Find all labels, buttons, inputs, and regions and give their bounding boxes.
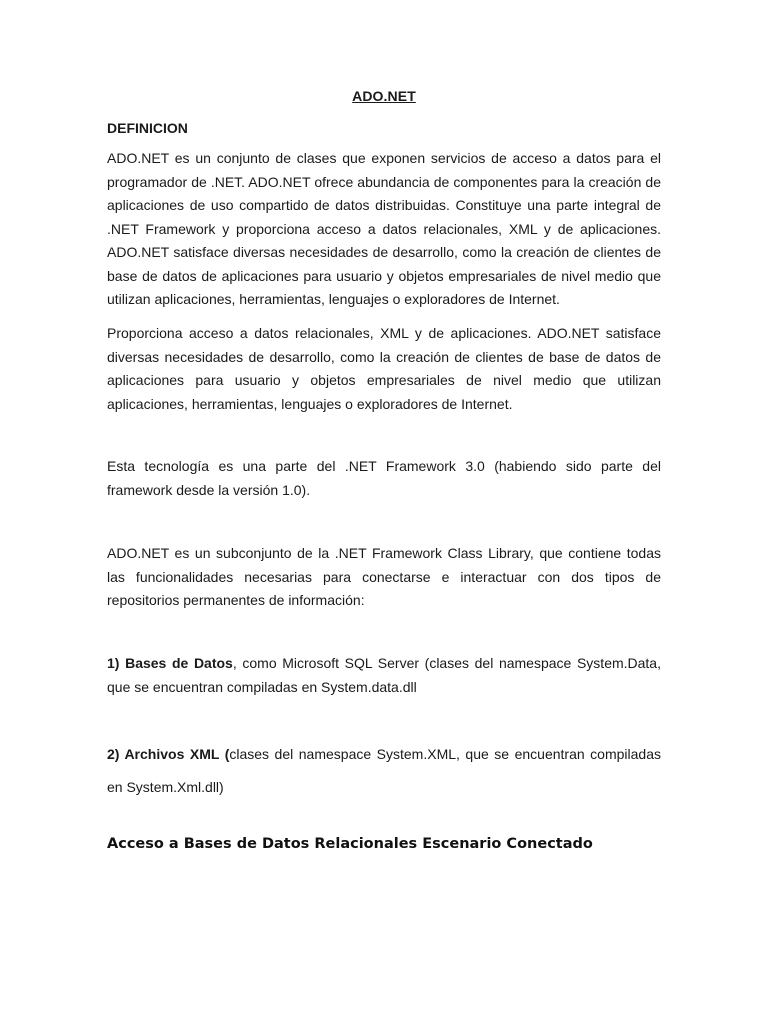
paragraph-class-library: ADO.NET es un subconjunto de la .NET Framework Class Library, que contiene todas las funcionalidades necesarias para conectarse e interactuar con dos tipos de repositorios permanentes de información: <box>107 545 661 608</box>
list-item-databases-label: 1) Bases de Datos <box>107 655 233 671</box>
paragraph-access: Proporciona acceso a datos relacionales, XML y de aplicaciones. ADO.NET satisface diversas necesidades de desarrollo, como la creación de clientes de base de datos de aplicaciones para usuario y objetos empresariales de nivel medio que utilizan aplicaciones, herramientas, lenguajes o exploradores de Internet. <box>107 325 661 412</box>
list-item-databases-text: , como Microsoft SQL Server (clases del namespace System.Data, que se encuentran compiladas en System.data.dll <box>107 655 661 695</box>
paragraph-framework-version: Esta tecnología es una parte del .NET Framework 3.0 (habiendo sido parte del framework desde la versión 1.0). <box>107 458 661 498</box>
section-heading: Acceso a Bases de Datos Relacionales Escenario Conectado <box>107 836 593 852</box>
list-item-xml <box>107 738 661 804</box>
paragraph-definition: ADO.NET es un conjunto de clases que exponen servicios de acceso a datos para el programador de .NET. ADO.NET ofrece abundancia de componentes para la creación de aplicaciones de uso compartido de datos distribuidas. Constituye una parte integral de .NET Framework y proporciona acceso a datos relacionales, XML y de aplicaciones. ADO.NET satisface diversas necesidades de desarrollo, como la creación de clientes de base de datos de aplicaciones para usuario y objetos empresariales de nivel medio que utilizan aplicaciones, herramientas, lenguajes o exploradores de Internet. <box>107 150 661 307</box>
list-item-databases <box>107 652 661 699</box>
list-item-xml-text: clases del namespace System.XML, que se encuentran compiladas en System.Xml.dll) <box>107 746 661 795</box>
definition-heading: DEFINICION <box>107 120 188 136</box>
document-title: ADO.NET <box>352 88 416 104</box>
list-item-xml-label: 2) Archivos XML ( <box>107 746 230 762</box>
